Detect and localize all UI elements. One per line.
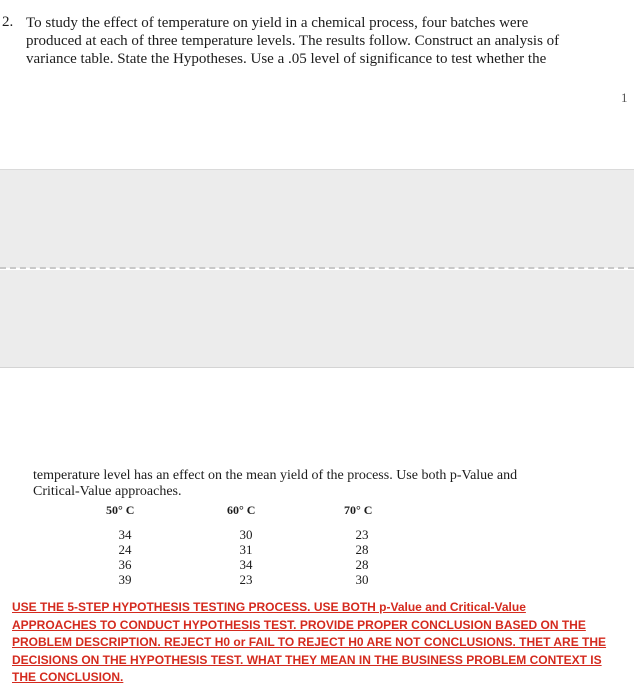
instruction-line: PROBLEM DESCRIPTION. REJECT H0 or FAIL TO REJECT H0 ARE NOT CONCLUSIONS. THET ARE THE (12, 635, 607, 649)
instruction-line: APPROACHES TO CONDUCT HYPOTHESIS TEST. PROVIDE PROPER CONCLUSION BASED ON THE (12, 617, 586, 632)
table-cell: 28 (355, 557, 369, 572)
table-cell: 23 (239, 572, 253, 587)
table-cell: 30 (355, 572, 369, 587)
question-line: produced at each of three temperature levels. The results follow. Construct an analysis of (26, 33, 560, 49)
question-line: temperature level has an effect on the mean yield of the process. Use both p-Value and (33, 468, 518, 483)
column-70c (351, 527, 373, 587)
column-header-50c: 50° C (106, 503, 135, 517)
table-cell: 34 (118, 527, 132, 542)
table-cell: 30 (239, 527, 253, 542)
question-continuation (33, 468, 613, 500)
instruction-line: THE CONCLUSION. (12, 670, 124, 684)
question-line: variance table. State the Hypotheses. Use a .05 level of significance to test whether the (26, 51, 547, 67)
question-line: To study the effect of temperature on yield in a chemical process, four batches were (26, 15, 529, 31)
column-header-70c: 70° C (344, 503, 373, 517)
dashed-divider (0, 267, 634, 269)
page-marker: 1 (621, 90, 628, 105)
instructions (12, 599, 622, 687)
instruction-line: USE THE 5-STEP HYPOTHESIS TESTING PROCESS. USE BOTH p-Value and Critical-Value (12, 600, 526, 614)
instruction-line: DECISIONS ON THE HYPOTHESIS TEST. WHAT THEY MEAN IN THE BUSINESS PROBLEM CONTEXT IS (12, 652, 602, 667)
column-60c (235, 527, 257, 587)
table-cell: 24 (118, 542, 132, 557)
table-cell: 31 (239, 542, 253, 557)
question-line: Critical-Value approaches. (33, 484, 182, 499)
table-cell: 28 (355, 542, 369, 557)
table-cell: 36 (118, 557, 132, 572)
table-cell: 23 (355, 527, 369, 542)
blank-band-bottom (0, 270, 634, 368)
table-cell: 39 (118, 572, 132, 587)
column-50c (114, 527, 136, 587)
blank-band-top (0, 169, 634, 268)
question-number: 2. (2, 14, 14, 30)
question-text (26, 14, 616, 68)
column-header-60c: 60° C (227, 503, 256, 517)
table-cell: 34 (239, 557, 253, 572)
